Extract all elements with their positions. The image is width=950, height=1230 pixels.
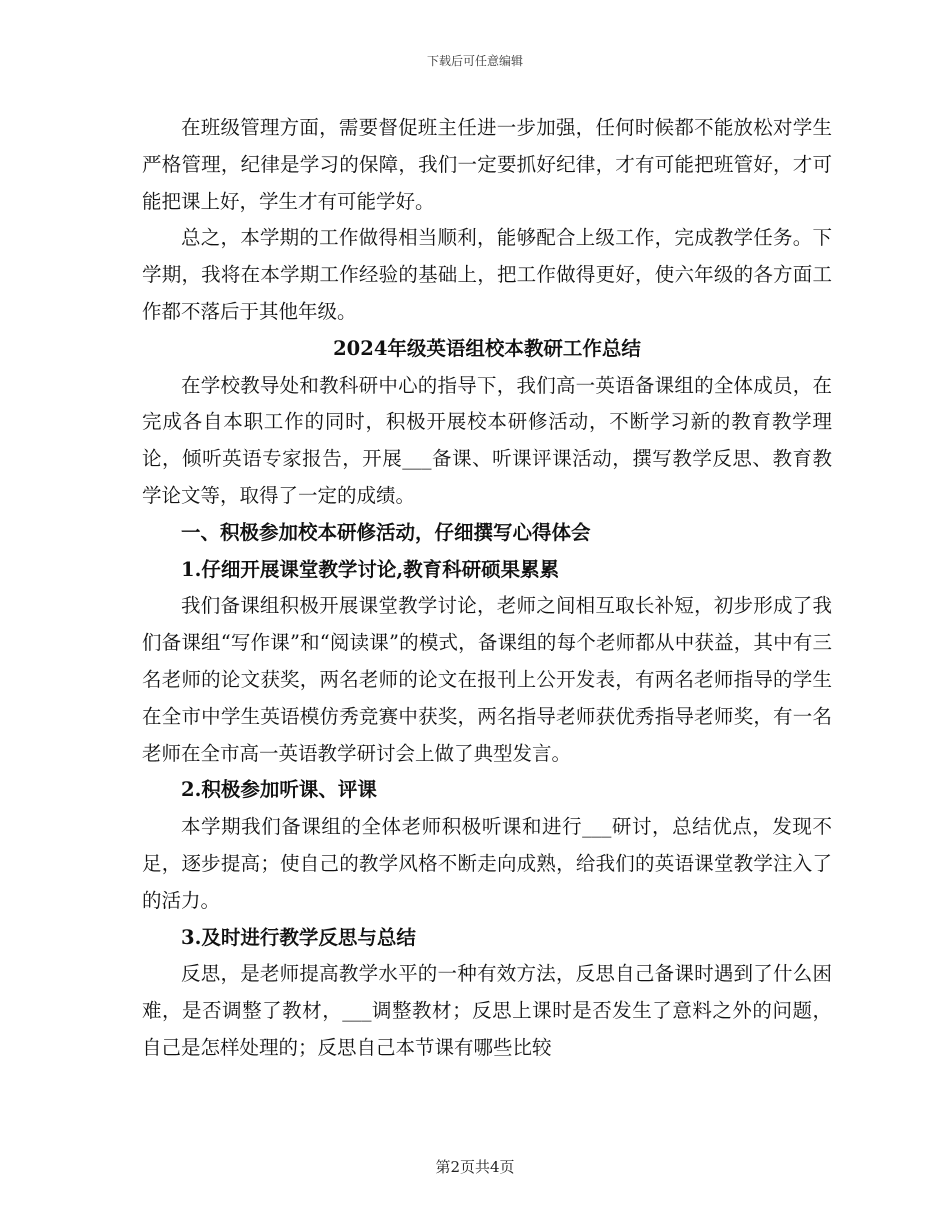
heading-section-one: 一、积极参加校本研修活动，仔细撰写心得体会 — [181, 520, 591, 544]
heading-item-2: 2.积极参加听课、评课 — [181, 778, 377, 802]
paragraph-summary: 总之，本学期的工作做得相当顺利，能够配合上级工作，完成教学任务。下学期，我将在本学期工作经验的基础上，把工作做得更好，使六年级的各方面工作都不落后于其他年级。 — [142, 226, 832, 323]
paragraph-discussion: 我们备课组积极开展课堂教学讨论，老师之间相互取长补短，初步形成了我们备课组“写作课”和“阅读课”的模式，备课组的每个老师都从中获益，其中有三名老师的论文获奖，两名老师的论文在报刊上公开发表，有两名老师指导的学生在全市中学生英语模仿秀竞赛中获奖，两名指导老师获优秀指导老师奖，有一名老师在全市高一英语教学研讨会上做了典型发言。 — [142, 594, 832, 765]
section-title: 2024年级英语组校本教研工作总结 — [333, 336, 641, 360]
paragraph-class-management: 在班级管理方面，需要督促班主任进一步加强，任何时候都不能放松对学生严格管理，纪律是学习的保障，我们一定要抓好纪律，才有可能把班管好，才可能把课上好，学生才有可能学好。 — [142, 116, 832, 213]
page-header-note: 下载后可任意编辑 — [426, 54, 523, 68]
paragraph-reflection: 反思，是老师提高教学水平的一种有效方法，反思自己备课时遇到了什么困难，是否调整了教材，___调整教材；反思上课时是否发生了意料之外的问题，自己是怎样处理的；反思自己本节课有哪些比较 — [142, 962, 832, 1059]
page-number: 第2页共4页 — [435, 1158, 515, 1176]
paragraph-lesson-observation: 本学期我们备课组的全体老师积极听课和进行___研讨，总结优点，发现不足，逐步提高；使自己的教学风格不断走向成熟，给我们的英语课堂教学注入了的活力。 — [142, 815, 832, 912]
paragraph-intro: 在学校教导处和教科研中心的指导下，我们高一英语备课组的全体成员，在完成各自本职工作的同时，积极开展校本研修活动，不断学习新的教育教学理论，倾听英语专家报告，开展___备课、听课评课活动，撰写教学反思、教育教学论文等，取得了一定的成绩。 — [142, 373, 832, 507]
heading-item-3: 3.及时进行教学反思与总结 — [181, 925, 416, 949]
heading-item-1: 1.仔细开展课堂教学讨论,教育科研硕果累累 — [181, 557, 560, 581]
document-body — [142, 110, 832, 1067]
